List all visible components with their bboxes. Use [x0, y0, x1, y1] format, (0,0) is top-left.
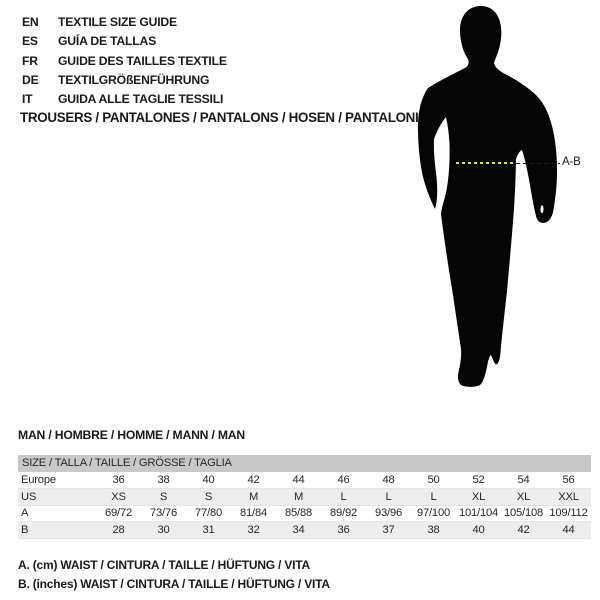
- table-cell: 97/100: [416, 507, 451, 520]
- waist-measure-line-yellow: [456, 162, 515, 164]
- language-row: [22, 52, 227, 71]
- table-cell: 44: [562, 523, 575, 536]
- table-cell: 81/84: [240, 507, 267, 520]
- language-row: [22, 32, 227, 51]
- table-cell: 42: [517, 523, 530, 536]
- table-cell: 38: [427, 523, 440, 536]
- table-cell: 38: [157, 474, 170, 486]
- section-title-man: MAN / HOMBRE / HOMME / MANN / MAN: [18, 428, 245, 442]
- language-label: GUÍA DE TALLAS: [58, 34, 157, 49]
- language-code: FR: [22, 53, 38, 68]
- waist-measure-line-black: [516, 163, 560, 165]
- language-code: ES: [22, 34, 38, 49]
- waist-measure-label: A-B: [562, 156, 581, 168]
- table-cell: 32: [247, 523, 260, 536]
- table-cell: 40: [472, 523, 485, 536]
- language-code: EN: [22, 15, 39, 29]
- table-row-europe: [18, 472, 591, 489]
- table-row-a-cm: [18, 505, 591, 522]
- row-label: US: [21, 490, 37, 503]
- table-cell: 89/92: [330, 507, 357, 520]
- size-table-header: SIZE / TALLA / TAILLE / GRÖSSE / TAGLIA: [18, 455, 591, 472]
- table-cell: 93/96: [375, 507, 402, 520]
- table-cell: 28: [112, 523, 125, 536]
- table-cell: XXL: [558, 490, 579, 503]
- silhouette-path: [418, 6, 557, 387]
- language-row: [22, 13, 227, 32]
- table-cell: 48: [382, 474, 395, 486]
- size-table-container: [18, 455, 591, 539]
- language-row: [22, 71, 227, 90]
- table-cell: 109/112: [549, 507, 588, 520]
- table-cell: 36: [112, 474, 125, 486]
- table-cell: 105/108: [503, 507, 544, 520]
- man-silhouette-figure: [405, 3, 565, 403]
- table-cell: 34: [292, 523, 305, 536]
- language-label: GUIDA ALLE TAGLIE TESSILI: [58, 92, 224, 107]
- language-list: [22, 13, 227, 109]
- language-code: DE: [22, 72, 39, 87]
- table-cell: L: [340, 490, 347, 503]
- table-cell: 54: [517, 474, 530, 486]
- table-row-b-inches: [18, 522, 591, 539]
- table-cell: 46: [337, 474, 350, 486]
- table-cell: 52: [472, 474, 485, 486]
- man-silhouette-svg: [405, 3, 565, 403]
- table-cell: XL: [516, 490, 531, 503]
- table-cell: 44: [292, 474, 305, 486]
- table-cell: XS: [111, 490, 126, 503]
- table-cell: 50: [427, 474, 440, 486]
- table-cell: 36: [337, 523, 350, 536]
- product-line-title: TROUSERS / PANTALONES / PANTALONS / HOSEN / PANTALONI: [20, 110, 419, 125]
- language-row: [22, 90, 227, 109]
- table-cell: 37: [382, 523, 395, 536]
- table-cell: 101/104: [458, 507, 499, 520]
- table-cell: XL: [471, 490, 486, 503]
- size-table: [18, 472, 591, 539]
- table-cell: 56: [562, 474, 575, 486]
- row-label: Europe: [21, 474, 56, 486]
- footnote-b: B. (inches) WAIST / CINTURA / TAILLE / HÜFTUNG / VITA: [18, 576, 330, 591]
- table-cell: S: [159, 490, 168, 503]
- table-cell: 85/88: [285, 507, 312, 520]
- table-cell: L: [385, 490, 392, 503]
- table-cell: 73/76: [150, 507, 177, 520]
- language-code: IT: [22, 92, 33, 107]
- table-cell: 31: [202, 523, 215, 536]
- table-cell: 40: [202, 474, 215, 486]
- row-label: A: [21, 507, 29, 520]
- table-cell: 69/72: [105, 507, 132, 520]
- table-cell: M: [293, 490, 304, 503]
- footnotes: [18, 556, 330, 593]
- table-cell: 30: [157, 523, 170, 536]
- table-cell: M: [248, 490, 259, 503]
- language-label: GUIDE DES TAILLES TEXTILE: [58, 53, 227, 68]
- language-label: TEXTILGRÖßENFÜHRUNG: [58, 72, 210, 87]
- language-label: TEXTILE SIZE GUIDE: [58, 15, 177, 29]
- table-row-us: [18, 489, 591, 506]
- table-cell: S: [204, 490, 213, 503]
- footnote-a: A. (cm) WAIST / CINTURA / TAILLE / HÜFTUNG / VITA: [18, 558, 310, 572]
- table-cell: 42: [247, 474, 260, 486]
- table-cell: L: [430, 490, 437, 503]
- row-label: B: [21, 523, 29, 536]
- table-cell: 77/80: [195, 507, 222, 520]
